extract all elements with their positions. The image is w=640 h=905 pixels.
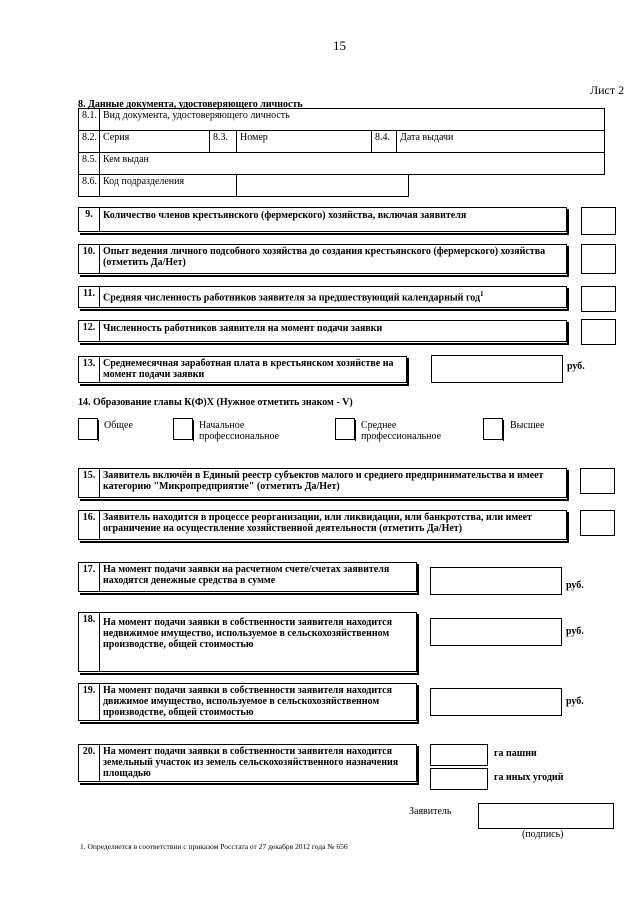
education-general-checkbox[interactable] [78,418,98,440]
q19-shadow [80,685,419,724]
q17-num: 17. [78,562,100,592]
q20-unit-arable: га пашни [494,748,537,759]
q12-text: Численность работников заявителя на момент подачи заявки [99,320,567,342]
q16-shadow [80,512,569,543]
q11-num: 11. [78,286,100,308]
q19-text: На момент подачи заявки в собственности заявителя находится движимое имущество, используемое в сельскохозяйственном производстве, общей стоимостью [99,683,417,721]
page-number: 15 [333,38,346,53]
q12-num: 12. [78,320,100,342]
q16-num: 16. [78,510,100,540]
q20-other-input[interactable] [430,768,488,790]
q17-input[interactable] [430,567,562,595]
q19-input[interactable] [430,688,562,716]
sheet-label: Лист 2 [590,83,625,97]
row-8-6-label: Код подразделения [99,174,237,197]
q15-input[interactable] [580,468,615,494]
q11-text: Средняя численность работников заявителя за предшествующий календарный год [103,292,481,304]
subdivision-code-input[interactable] [236,174,409,197]
q20-arable-input[interactable] [430,744,488,766]
q10-text: Опыт ведения личного подсобного хозяйства до создания крестьянского (фермерского) хозяйства (отметить Да/Нет) [99,244,567,274]
q13-shadow [80,358,409,386]
row-8-4-num: 8.4. [371,130,397,153]
q11-input[interactable] [581,286,616,312]
q9-shadow [80,209,569,235]
q13-input[interactable] [431,355,563,383]
signature-caption: (подпись) [522,829,564,840]
education-primary-checkbox[interactable] [173,418,193,440]
q17-shadow [80,564,419,595]
footnote: 1. Определяется в соответствии с приказом Росстата от 27 декабря 2012 года № 656 [80,842,348,851]
q13-text: Среднемесячная заработная плата в крестьянском хозяйстве на момент подачи заявки [99,356,407,383]
q18-input[interactable] [430,618,562,646]
q15-shadow [80,470,569,501]
row-8-3-num: 8.3. [209,130,237,153]
q17-unit: руб. [566,580,584,591]
q20-num: 20. [78,744,100,782]
q15-text: Заявитель включён в Единый реестр субъектов малого и среднего предпринимательства и имеет категорию "Микропредприятие" (отметить Да/Нет) [99,468,567,498]
education-secondary-checkbox[interactable] [335,418,355,440]
q18-num: 18. [78,612,100,672]
row-8-4-label: Дата выдачи [396,130,605,153]
q12-input[interactable] [581,319,616,345]
education-higher-label: Высшее [510,420,545,431]
row-8-1-num: 8.1. [78,108,100,131]
section-8-title: 8. Данные документа, удостоверяющего личность [78,99,303,110]
q9-input[interactable] [581,207,616,235]
q16-input[interactable] [580,510,615,536]
row-8-5-label: Кем выдан [99,152,605,175]
q19-num: 19. [78,683,100,721]
row-8-2-num: 8.2. [78,130,100,153]
q19-unit: руб. [566,696,584,707]
q20-unit-other: га иных угодий [494,772,564,783]
q11-shadow [80,288,569,311]
row-8-1-label: Вид документа, удостоверяющего личность [99,108,605,131]
q15-num: 15. [78,468,100,498]
q17-text: На момент подачи заявки на расчетном счете/счетах заявителя находятся денежные средства в сумме [99,562,417,592]
row-8-5-num: 8.5. [78,152,100,175]
q9-text: Количество членов крестьянского (фермерского) хозяйства, включая заявителя [99,207,567,232]
q18-shadow [80,614,419,675]
education-general-label: Общее [104,420,133,431]
q10-shadow [80,246,569,277]
q18-unit: руб. [566,626,584,637]
education-higher-checkbox[interactable] [483,418,503,440]
q20-shadow [80,746,419,785]
row-8-6-num: 8.6. [78,174,100,197]
education-secondary-label: Среднее профессиональное [361,420,442,442]
q10-num: 10. [78,244,100,274]
q12-shadow [80,322,569,345]
q9-num: 9. [78,207,100,232]
education-primary-label: Начальное профессиональное [199,420,280,442]
q20-text: На момент подачи заявки в собственности заявителя находится земельный участок из земель сельскохозяйственного назначения площадью [99,744,417,782]
q11-footnote-mark: 1 [480,290,484,298]
row-8-3-label: Номер [236,130,372,153]
q13-unit: руб. [567,361,585,372]
education-title: 14. Образование главы К(Ф)Х (Нужное отметить знаком - V) [78,397,353,408]
signature-label: Заявитель [409,806,452,817]
row-8-2-label: Серия [99,130,210,153]
q13-num: 13. [78,356,100,383]
signature-field[interactable] [478,803,614,829]
q10-input[interactable] [581,244,616,274]
q18-text: На момент подачи заявки в собственности заявителя находится недвижимое имущество, используемое в сельскохозяйственном производстве, общей стоимостью [99,612,417,672]
q16-text: Заявитель находится в процессе реорганизации, или ликвидации, или банкротства, или имеет ограничение на осуществление хозяйственной деятельности (отметить Да/Нет) [99,510,567,540]
